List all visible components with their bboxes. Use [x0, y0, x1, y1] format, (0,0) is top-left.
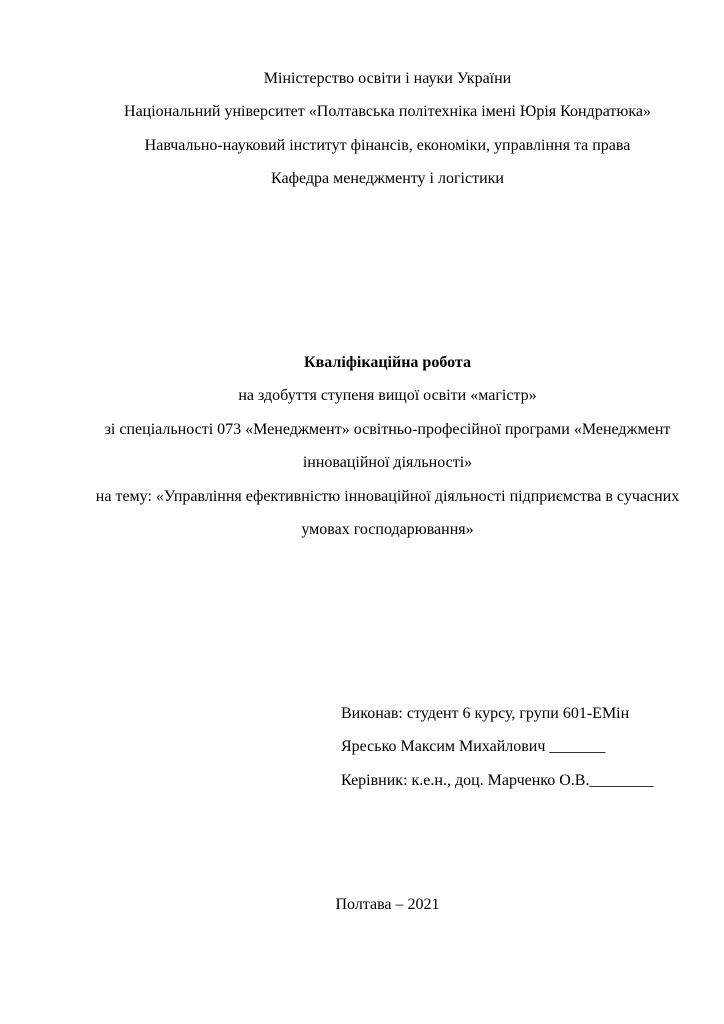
- specialty-line: зі спеціальності 073 «Менеджмент» освітньо-професійної програми «Менеджмент інноваційної діяльності»: [104, 420, 671, 472]
- department-line: Кафедра менеджменту і логістики: [271, 170, 504, 188]
- executor-line: Виконав: студент 6 курсу, групи 601-ЕМін: [341, 705, 630, 722]
- degree-line: на здобуття ступеня вищої освіти «магістр»: [238, 387, 537, 405]
- thesis-title-block: [86, 346, 689, 546]
- thesis-title: Кваліфікаційна робота: [304, 354, 471, 371]
- university-header: [86, 62, 689, 196]
- ministry-line: Міністерство освіти і науки України: [263, 70, 512, 87]
- institute-line: Навчально-науковий інститут фінансів, економіки, управління та права: [144, 136, 631, 154]
- city-year-footer: [86, 888, 689, 921]
- author-name-line: Яресько Максим Михайлович _______: [341, 738, 606, 756]
- author-block: [341, 697, 704, 797]
- topic-line: на тему: «Управління ефективністю інноваційної діяльності підприємства в сучасних умовах господарювання»: [95, 487, 680, 539]
- city-year-line: Полтава – 2021: [335, 896, 440, 913]
- university-line: Національний університет «Полтавська політехніка імені Юрія Кондратюка»: [124, 103, 651, 121]
- supervisor-line: Керівник: к.е.н., доц. Марченко О.В.________: [341, 771, 654, 789]
